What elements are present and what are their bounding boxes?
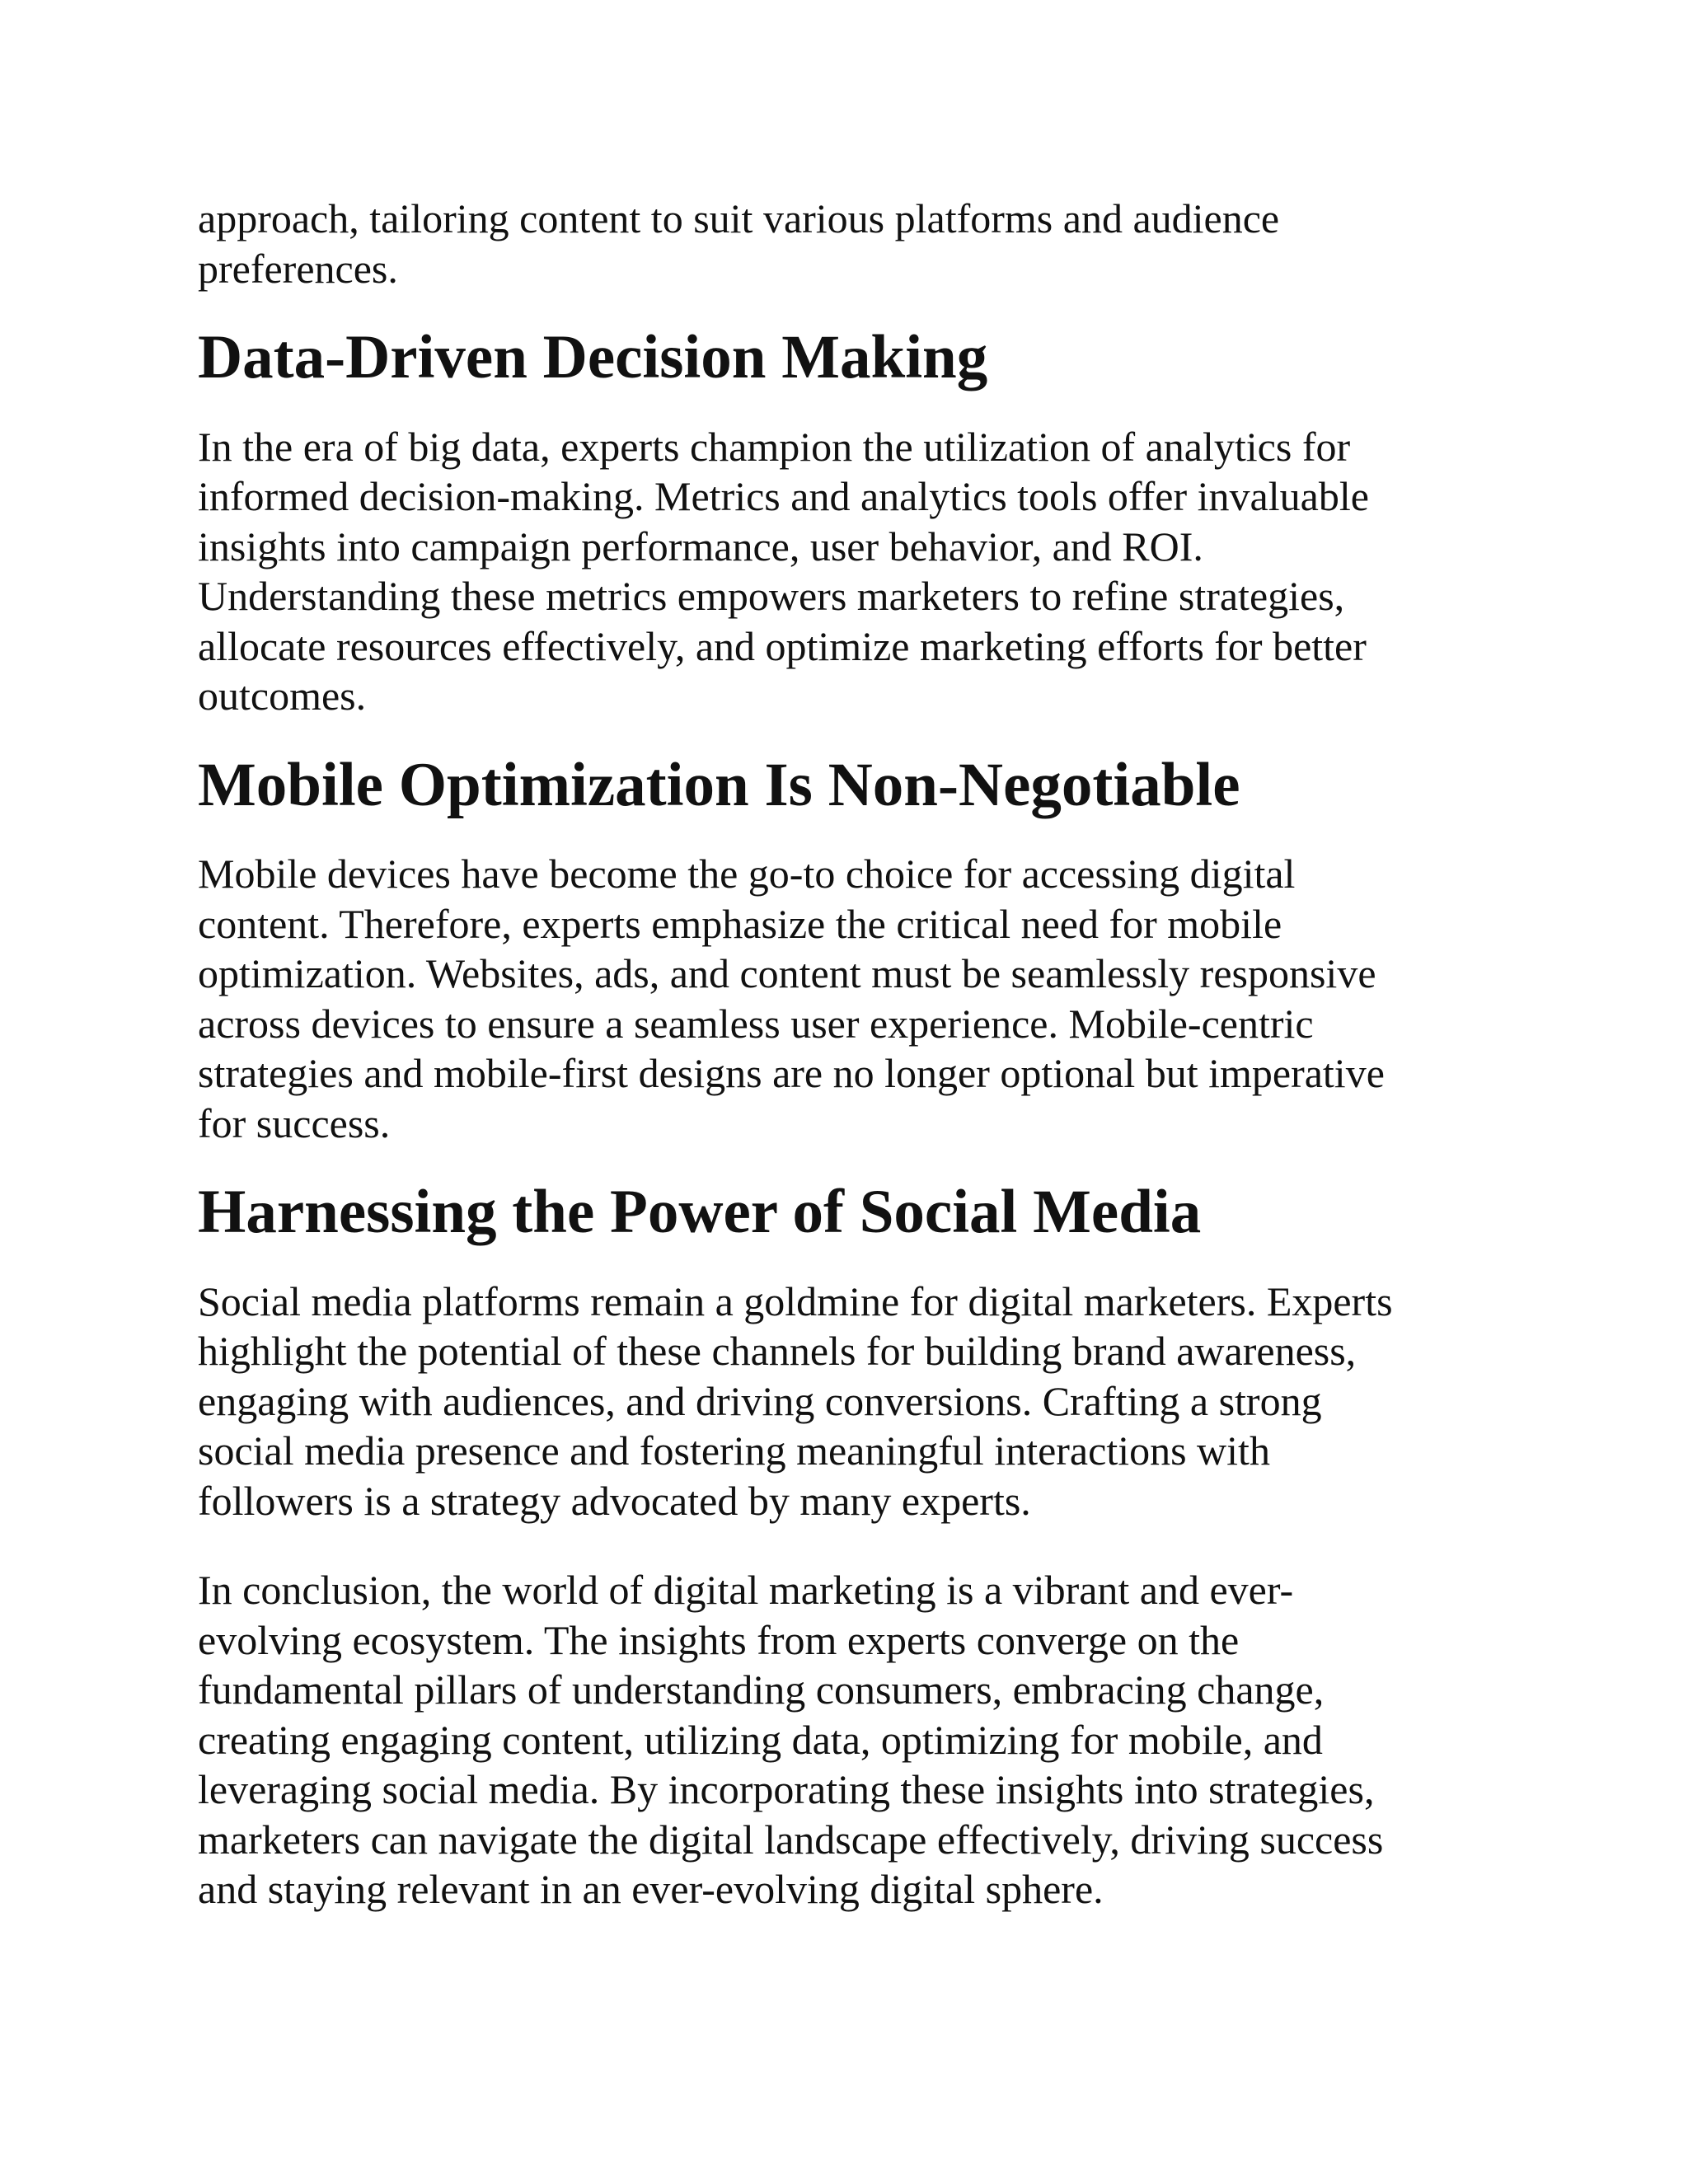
text-line: for success. xyxy=(198,1099,391,1146)
text-line: optimization. Websites, ads, and content must be seamlessly responsive xyxy=(198,950,1376,996)
text-line: evolving ecosystem. The insights from experts converge on the xyxy=(198,1616,1240,1663)
text-line: leveraging social media. By incorporating these insights into strategies, xyxy=(198,1766,1375,1812)
text-line: outcomes. xyxy=(198,673,367,719)
text-line: Social media platforms remain a goldmine for digital marketers. Experts xyxy=(198,1277,1393,1324)
text-line: insights into campaign performance, user behavior, and ROI. xyxy=(198,523,1203,569)
text-line: allocate resources effectively, and optimize marketing efforts for better xyxy=(198,622,1367,669)
text-line: followers is a strategy advocated by many experts. xyxy=(198,1477,1031,1524)
text-line: social media presence and fostering meaningful interactions with xyxy=(198,1427,1270,1474)
intro-paragraph xyxy=(198,194,1517,293)
text-line: Understanding these metrics empowers marketers to refine strategies, xyxy=(198,573,1345,619)
section-paragraph-data-driven xyxy=(198,422,1517,721)
text-line: engaging with audiences, and driving conversions. Crafting a strong xyxy=(198,1377,1322,1424)
conclusion-paragraph xyxy=(198,1565,1517,1915)
section-heading-mobile: Mobile Optimization Is Non-Negotiable xyxy=(198,750,1240,819)
section-heading-social-media: Harnessing the Power of Social Media xyxy=(198,1178,1202,1246)
text-line: In conclusion, the world of digital marketing is a vibrant and ever- xyxy=(198,1567,1294,1613)
section-paragraph-mobile xyxy=(198,849,1517,1148)
text-line: across devices to ensure a seamless user experience. Mobile-centric xyxy=(198,1000,1314,1047)
text-line: highlight the potential of these channels for building brand awareness, xyxy=(198,1328,1357,1374)
text-line: strategies and mobile-first designs are no longer optional but imperative xyxy=(198,1050,1385,1096)
document-body xyxy=(198,194,1517,1915)
text-line: informed decision-making. Metrics and analytics tools offer invaluable xyxy=(198,473,1369,519)
text-line: In the era of big data, experts champion the utilization of analytics for xyxy=(198,423,1351,470)
text-line: fundamental pillars of understanding consumers, embracing change, xyxy=(198,1666,1325,1713)
text-line: creating engaging content, utilizing data, optimizing for mobile, and xyxy=(198,1716,1323,1763)
text-line: and staying relevant in an ever-evolving digital sphere. xyxy=(198,1866,1104,1912)
text-line: marketers can navigate the digital landscape effectively, driving success xyxy=(198,1816,1384,1863)
section-heading-data-driven: Data-Driven Decision Making xyxy=(198,323,988,391)
text-line: approach, tailoring content to suit various platforms and audience xyxy=(198,195,1280,241)
text-line: content. Therefore, experts emphasize the critical need for mobile xyxy=(198,900,1282,947)
section-paragraph-social-media xyxy=(198,1277,1517,1526)
text-line: preferences. xyxy=(198,245,398,292)
text-line: Mobile devices have become the go-to choice for accessing digital xyxy=(198,851,1296,897)
